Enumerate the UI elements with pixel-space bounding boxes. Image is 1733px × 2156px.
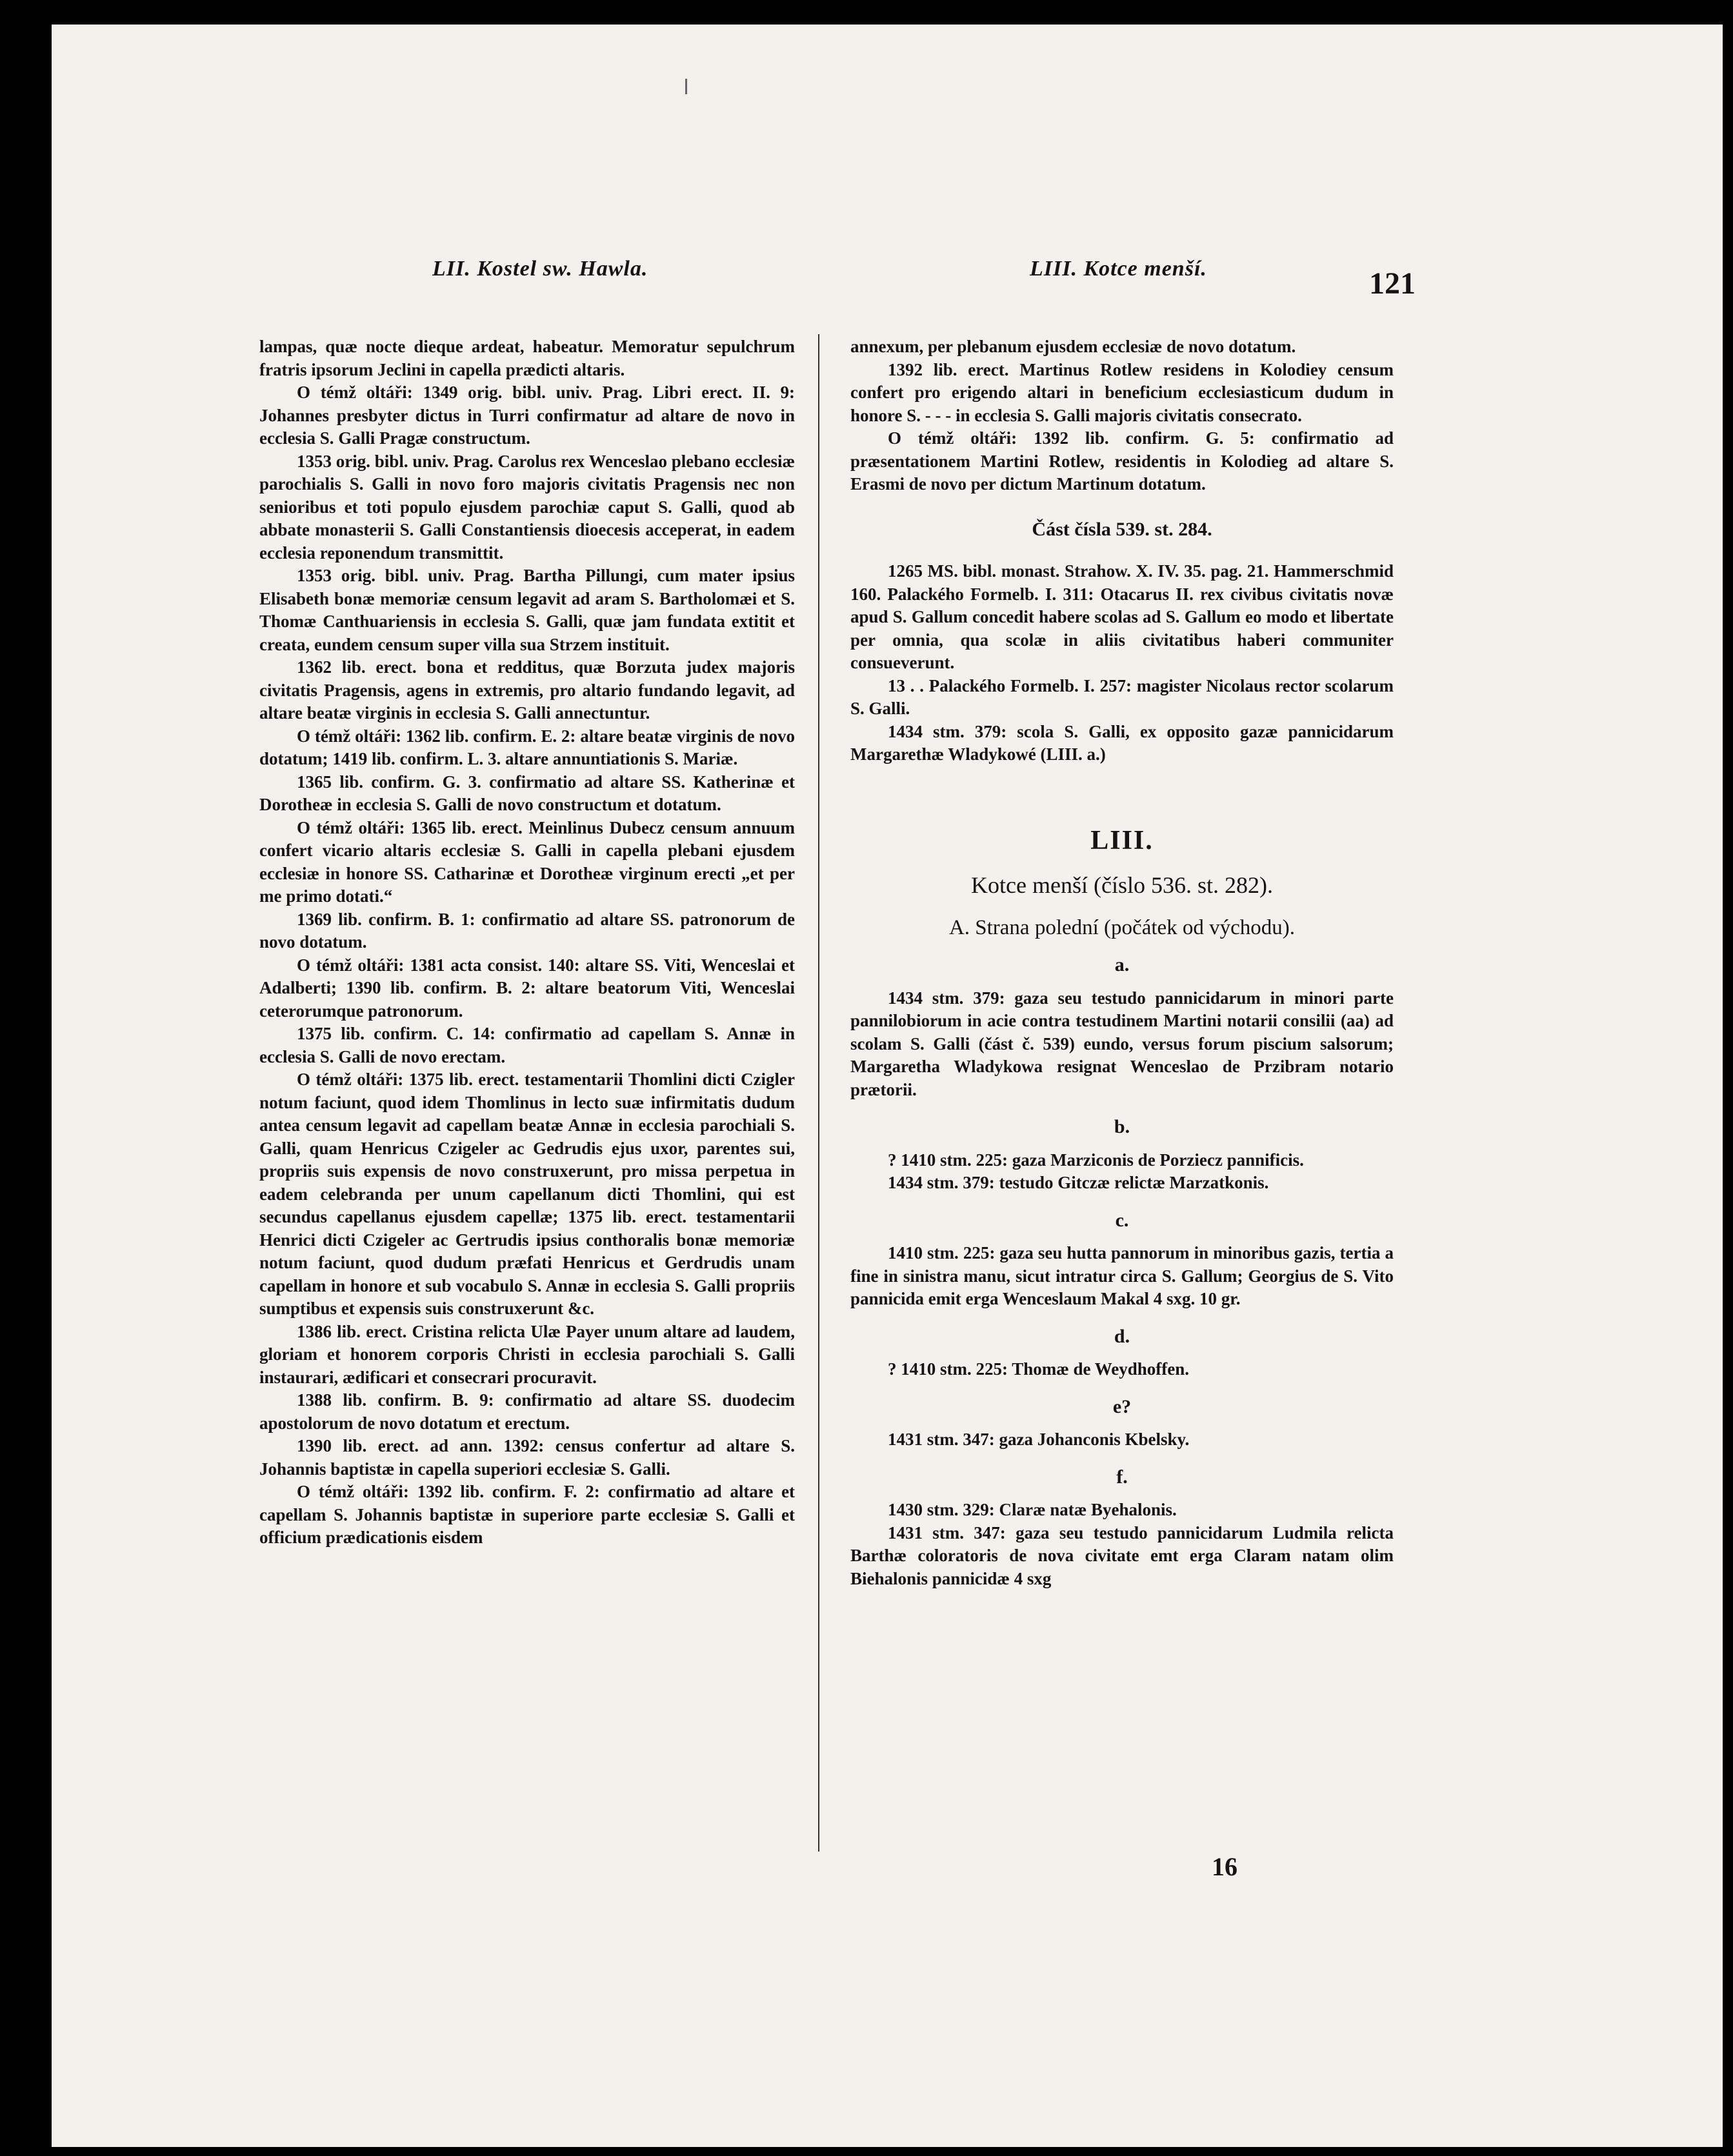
paragraph: 1386 lib. erect. Cristina relicta Ulæ Payer unum altare ad laudem, gloriam et honorem corporis Christi in ecclesia parochiali S. Galli instaurari, ædificari et consecrari procuravit. bbox=[259, 1321, 795, 1387]
paragraph: annexum, per plebanum ejusdem ecclesiæ de novo dotatum. bbox=[850, 337, 1296, 356]
entry-letter: e? bbox=[1112, 1395, 1132, 1417]
scan-mark bbox=[685, 79, 687, 94]
paragraph: O témž oltáři: 1362 lib. confirm. E. 2: altare beatæ virginis de novo dotatum; 1419 lib. confirm. L. 3. altare annuntiationis S. Mariæ. bbox=[259, 726, 795, 768]
entry-paragraph: 1434 stm. 379: testudo Gitczæ relictæ Marzatkonis. bbox=[888, 1173, 1269, 1192]
paragraph: 1265 MS. bibl. monast. Strahow. X. IV. 35. pag. 21. Hammerschmid 160. Palackého Formelb. I. 311: Otacarus II. rex civibus civitatis novæ apud S. Gallum concedit habere scolas ad S. Gallum eo modo et libertate per omnia, qua scolæ in aliis civitatibus haberi communiter consueverunt. bbox=[850, 561, 1394, 672]
chapter-title: Kotce menší (číslo 536. st. 282). bbox=[971, 872, 1273, 898]
right-running-head: LIII. Kotce menší. bbox=[1030, 257, 1207, 281]
paragraph: 1434 stm. 379: scola S. Galli, ex opposito gazæ pannicidarum Margarethæ Wladykowé (LIII. a.) bbox=[850, 721, 1394, 764]
paragraph: 1392 lib. erect. Martinus Rotlew residens in Kolodiey censum confert pro erigendo altari in beneficium ecclesiasticum dudum in honore S. - - - in ecclesia S. Galli majoris civitatis consecrato. bbox=[850, 359, 1394, 425]
paragraph: O témž oltáři: 1392 lib. confirm. G. 5: confirmatio ad præsentationem Martini Rotlew, residentis in Kolodieg ad altare S. Erasmi de novo per dictum Martinum dotatum. bbox=[850, 428, 1394, 494]
paragraph: 13 . . Palackého Formelb. I. 257: magister Nicolaus rector scolarum S. Galli. bbox=[850, 675, 1394, 718]
left-column bbox=[259, 335, 795, 1550]
subsection-title: A. Strana polední (počátek od východu). bbox=[948, 915, 1296, 939]
entry-paragraph: ? 1410 stm. 225: Thomæ de Weydhoffen. bbox=[888, 1359, 1190, 1379]
paragraph: O témž oltáři: 1365 lib. erect. Meinlinus Dubecz censum annuum confert vicario altaris ecclesiæ S. Galli in capella plebani ejusdem ecclesiæ in honore SS. Catharinæ et Dorotheæ virginum erecti „et per me primo dotati.“ bbox=[259, 817, 795, 906]
entry-paragraph: 1410 stm. 225: gaza seu hutta pannorum in minoribus gazis, tertia a fine in sinistra manu, sicut intratur circa S. Gallum; Georgius de S. Vito pannicida emit erga Wenceslaum Makal 4 sxg. 10 gr. bbox=[850, 1243, 1394, 1308]
entry-letter: d. bbox=[1114, 1325, 1130, 1347]
paragraph: 1353 orig. bibl. univ. Prag. Carolus rex Wenceslao plebano ecclesiæ parochialis S. Galli in novo foro majoris civitatis Pragensis nec non senioribus et toti populo ejusdem parochiæ caput S. Galli, quod ab abbate monasterii S. Galli Constantiensis dioecesis acceperat, in eadem ecclesia reponendum transmittit. bbox=[259, 451, 795, 563]
paragraph: O témž oltáři: 1392 lib. confirm. F. 2: confirmatio ad altare et capellam S. Johannis baptistæ in superiore parte ecclesiæ S. Galli et officium prædicationis eisdem bbox=[259, 1482, 795, 1547]
paragraph: O témž oltáři: 1381 acta consist. 140: altare SS. Viti, Wenceslai et Adalberti; 1390 lib. confirm. B. 2: altare beatorum Viti, Wenceslai ceterorumque patronorum. bbox=[259, 955, 795, 1021]
page-number: 121 bbox=[1369, 266, 1416, 301]
entry-paragraph: 1431 stm. 347: gaza Johanconis Kbelsky. bbox=[888, 1430, 1190, 1449]
column-divider bbox=[818, 334, 819, 1852]
entry-letter: f. bbox=[1116, 1466, 1128, 1488]
paragraph: lampas, quæ nocte dieque ardeat, habeatur. Memoratur sepulchrum fratris ipsorum Jeclini in capella prædicti altaris. bbox=[259, 337, 795, 379]
paragraph: 1388 lib. confirm. B. 9: confirmatio ad altare SS. duodecim apostolorum de novo dotatum et erectum. bbox=[259, 1390, 795, 1433]
chapter-number: LIII. bbox=[1090, 825, 1154, 855]
entry-letter: b. bbox=[1114, 1116, 1130, 1137]
signature-mark: 16 bbox=[1212, 1852, 1237, 1881]
entry-paragraph: 1434 stm. 379: gaza seu testudo pannicidarum in minori parte pannilobiorum in acie contra testudinem Martini notarii consilii (aa) ad scolam S. Galli (část č. 539) eundo, versus forum piscium salsorum; Margaretha Wladykowa resignat Wenceslao de Przibram notario prætorii. bbox=[850, 988, 1394, 1099]
section-heading: Část čísla 539. st. 284. bbox=[1032, 518, 1212, 540]
paragraph: 1362 lib. erect. bona et redditus, quæ Borzuta judex majoris civitatis Pragensis, agens in extremis, pro altario fundando legavit, ad altare beatæ virginis in ecclesia S. Galli annectuntur. bbox=[259, 657, 795, 723]
paragraph: O témž oltáři: 1375 lib. erect. testamentarii Thomlini dicti Czigler notum faciunt, quod idem Thomlinus in lecto suæ infirmitatis dudum antea censum legavit ad capellam beatæ Annæ in ecclesia parochiali S. Galli, quam Henricus Czigeler ac Gedrudis ejus uxor, parentes sui, propriis suis expensis de novo construxerunt, pro missa perpetua in eadem celebranda per unum capellanum dicti Thomlini, qui est secundus capellanus ejusdem capellæ; 1375 lib. erect. testamentarii Henrici dicti Czigeler ac Gertrudis ipsius conthoralis bonæ memoriæ notum faciunt, quod dudum præfati Henricus et Gerdrudis unam capellam in honore et sub vocabulo S. Annæ in ecclesia S. Galli propriis sumptibus et expensis suis construxerunt &c. bbox=[259, 1070, 795, 1318]
paragraph: O témž oltáři: 1349 orig. bibl. univ. Prag. Libri erect. II. 9: Johannes presbyter dictus in Turri confirmatur ad altare de novo in ecclesia S. Galli Pragæ constructum. bbox=[259, 383, 795, 448]
paragraph: 1369 lib. confirm. B. 1: confirmatio ad altare SS. patronorum de novo dotatum. bbox=[259, 909, 795, 952]
entry-paragraph: ? 1410 stm. 225: gaza Marziconis de Porziecz pannificis. bbox=[888, 1150, 1304, 1170]
entry-paragraph: 1431 stm. 347: gaza seu testudo pannicidarum Ludmila relicta Barthæ coloratoris de nova civitate emt erga Claram natam olim Biehalonis pannicidæ 4 sxg bbox=[850, 1522, 1394, 1588]
entry-letter: a. bbox=[1114, 954, 1130, 975]
right-column bbox=[850, 335, 1394, 1590]
entry-list bbox=[850, 953, 1394, 1590]
entry-letter: c. bbox=[1115, 1209, 1129, 1231]
paragraph: 1353 orig. bibl. univ. Prag. Bartha Pillungi, cum mater ipsius Elisabeth bonæ memoriæ censum legavit ad aram S. Bartholomæi et S. Thomæ Canthuariensis in ecclesia S. Galli, quæ jam fundata extitit et creata, eundem censum super villa sua Strzem instituit. bbox=[259, 566, 795, 654]
paragraph: 1365 lib. confirm. G. 3. confirmatio ad altare SS. Katherinæ et Dorotheæ in ecclesia S. Galli de novo constructum et dotatum. bbox=[259, 772, 795, 814]
paragraph: 1390 lib. erect. ad ann. 1392: census confertur ad altare S. Johannis baptistæ in capella superiori ecclesiæ S. Galli. bbox=[259, 1436, 795, 1479]
paragraph: 1375 lib. confirm. C. 14: confirmatio ad capellam S. Annæ in ecclesia S. Galli de novo erectam. bbox=[259, 1024, 795, 1066]
entry-paragraph: 1430 stm. 329: Claræ natæ Byehalonis. bbox=[888, 1500, 1177, 1519]
left-running-head: LII. Kostel sw. Hawla. bbox=[432, 257, 648, 281]
